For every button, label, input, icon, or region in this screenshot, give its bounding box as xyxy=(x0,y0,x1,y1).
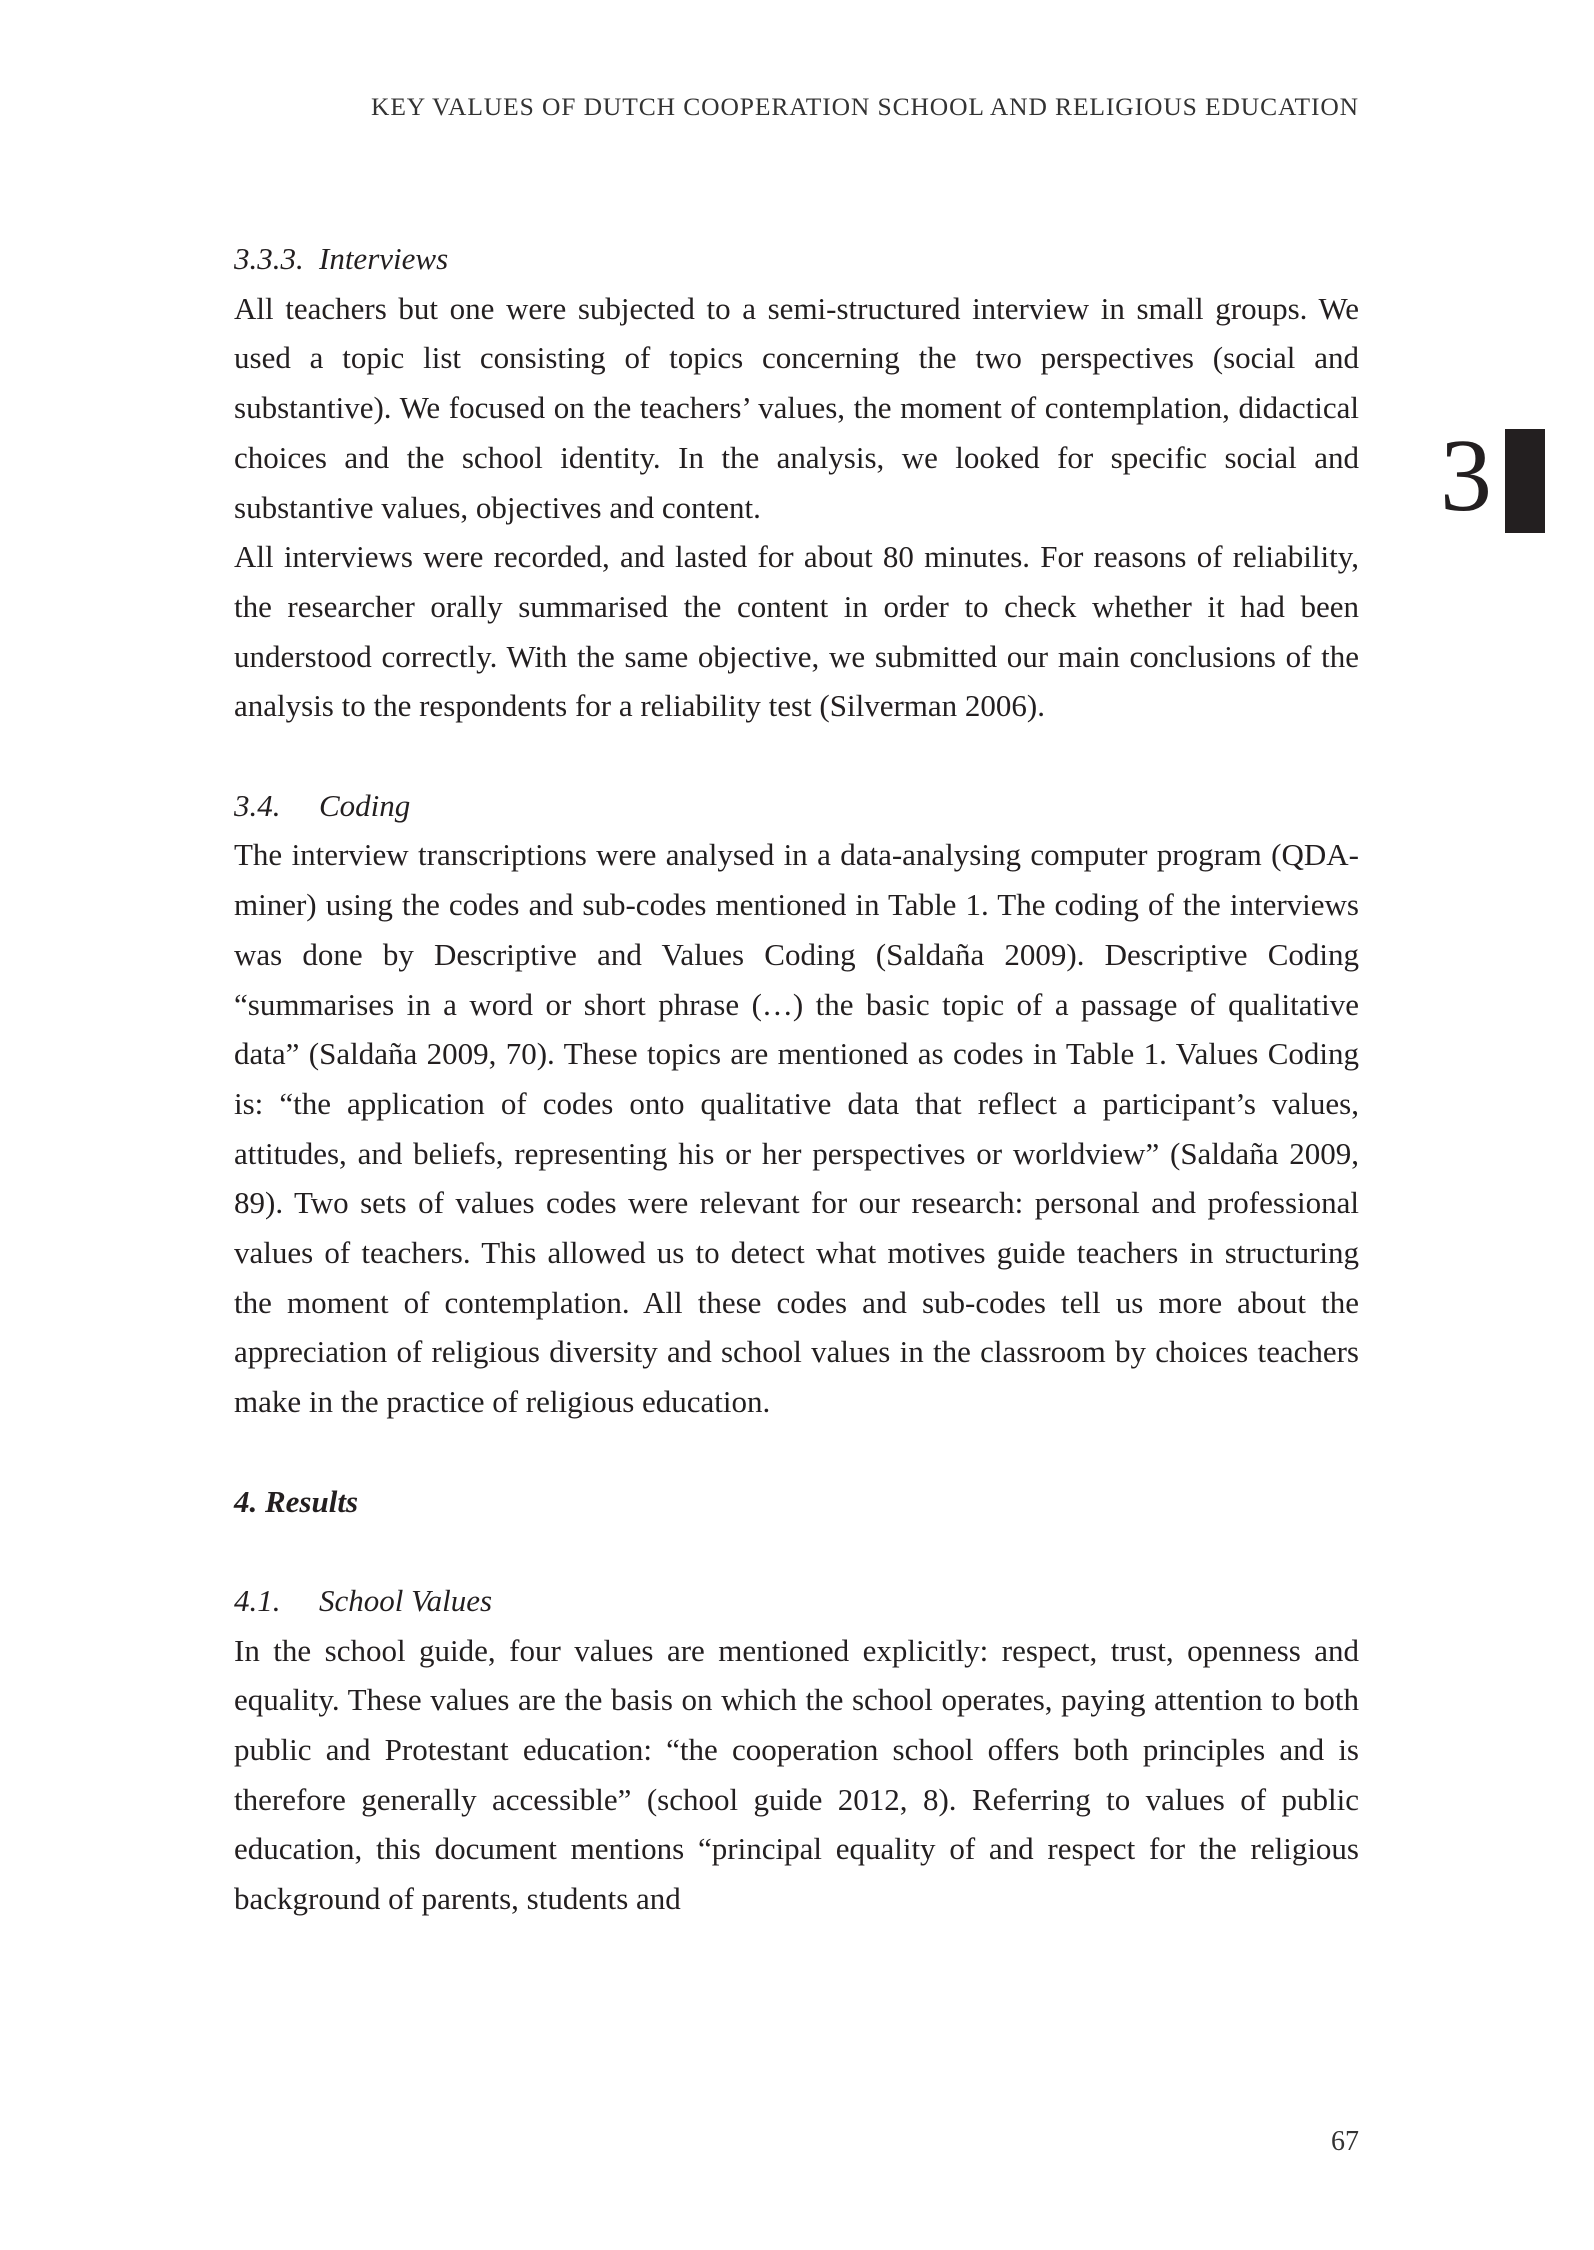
paragraph: All teachers but one were subjected to a semi-structured interview in small groups. We used a topic list consisting of topics concerning the two perspectives (social and substantive). We focused on the teachers’ values, the moment of contemplation, didactical choices and the school identity. In the analysis, we looked for specific social and substantive values, objectives and content. xyxy=(234,290,1359,525)
section-number: 4.1. xyxy=(234,1582,281,1618)
section-title: School Values xyxy=(319,1582,493,1618)
paragraph: The interview transcriptions were analysed in a data-analysing computer program (QDA-miner) using the codes and sub-codes mentioned in Table 1. The coding of the interviews was done by Descriptive and Values Coding (Saldaña 2009). Descriptive Coding “summarises in a word or short phrase (…) the basic topic of a passage of qualitative data” (Saldaña 2009, 70). These topics are mentioned as codes in Table 1. Values Coding is: “the application of codes onto qualitative data that reflect a participant’s values, attitudes, and beliefs, representing his or her perspectives or worldview” (Saldaña 2009, 89). Two sets of values codes were relevant for our research: personal and professional values of teachers. This allowed us to detect what motives guide teachers in structuring the moment of contemplation. All these codes and sub-codes tell us more about the appreciation of religious diversity and school values in the classroom by choices teachers make in the practice of religious education. xyxy=(234,837,1359,1420)
page-body xyxy=(234,234,1359,1924)
section-number: 3.4. xyxy=(234,787,281,823)
section-title: Coding xyxy=(319,787,411,823)
section-heading-school-values xyxy=(234,1576,1359,1626)
section-title: Interviews xyxy=(319,241,449,276)
section-heading-results: 4. Results xyxy=(234,1483,359,1519)
running-header: KEY VALUES OF DUTCH COOPERATION SCHOOL AND RELIGIOUS EDUCATION xyxy=(371,92,1359,121)
section-heading-interviews xyxy=(234,234,1359,284)
chapter-tab-marker xyxy=(1505,429,1545,533)
paragraph: In the school guide, four values are mentioned explicitly: respect, trust, openness and equality. These values are the basis on which the school operates, paying attention to both public and Protestant education: “the cooperation school offers both principles and is therefore generally accessible” (school guide 2012, 8). Referring to values of public education, this document mentions “principal equality of and respect for the religious background of parents, students and xyxy=(234,1632,1359,1917)
section-heading-coding xyxy=(234,781,1359,831)
page-number: 67 xyxy=(1331,2126,1359,2157)
chapter-number: 3 xyxy=(1440,418,1492,533)
section-number: 3.3.3. xyxy=(234,241,304,276)
paragraph: All interviews were recorded, and lasted for about 80 minutes. For reasons of reliability, the researcher orally summarised the content in order to check whether it had been understood correctly. With the same objective, we submitted our main conclusions of the analysis to the respondents for a reliability test (Silverman 2006). xyxy=(234,539,1359,724)
